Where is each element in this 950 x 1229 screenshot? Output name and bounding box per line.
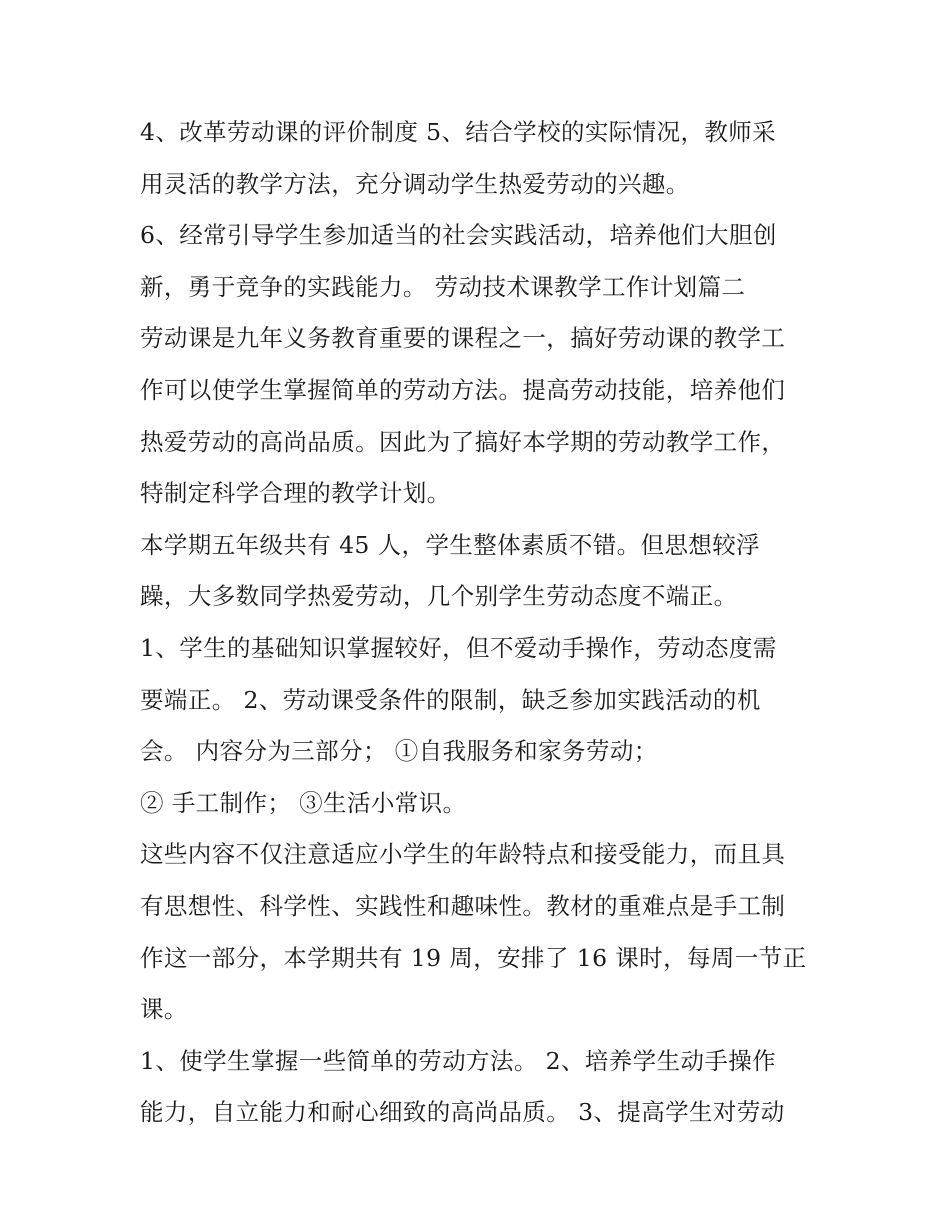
text-line: 热爱劳动的高尚品质。因此为了搞好本学期的劳动教学工作， xyxy=(140,427,786,456)
text-line: 会。 内容分为三部分； ①自我服务和家务劳动； xyxy=(140,737,658,766)
text-line: ② 手工制作； ③生活小常识。 xyxy=(140,788,467,817)
text-line: 能力，自立能力和耐心细致的高尚品质。 3、提高学生对劳动 xyxy=(140,1098,785,1127)
text-line: 1、使学生掌握一些简单的劳动方法。 2、培养学生动手操作 xyxy=(140,1046,777,1075)
text-line: 6、经常引导学生参加适当的社会实践活动，培养他们大胆创 xyxy=(140,221,777,250)
text-line: 这些内容不仅注意适应小学生的年龄特点和接受能力，而且具 xyxy=(140,840,786,869)
text-line: 作可以使学生掌握简单的劳动方法。提高劳动技能，培养他们 xyxy=(140,375,786,404)
document-body xyxy=(140,107,830,1139)
text-line: 要端正。 2、劳动课受条件的限制，缺乏参加实践活动的机 xyxy=(140,685,761,714)
text-line: 劳动课是九年义务教育重要的课程之一，搞好劳动课的教学工 xyxy=(140,324,786,353)
text-line: 新，勇于竞争的实践能力。 劳动技术课教学工作计划篇二 xyxy=(140,272,746,301)
text-line: 4、改革劳动课的评价制度 5、结合学校的实际情况，教师采 xyxy=(140,118,777,146)
text-line: 有思想性、科学性、实践性和趣味性。教材的重难点是手工制 xyxy=(140,891,786,920)
text-line: 躁，大多数同学热爱劳动，几个别学生劳动态度不端正。 xyxy=(140,582,738,611)
text-line: 作这一部分，本学期共有 19 周，安排了 16 课时，每周一节正 xyxy=(140,943,807,972)
text-line: 本学期五年级共有 45 人，学生整体素质不错。但思想较浮 xyxy=(140,530,761,559)
text-line: 1、学生的基础知识掌握较好，但不爱动手操作，劳动态度需 xyxy=(140,633,777,662)
text-line: 特制定科学合理的教学计划。 xyxy=(140,479,451,508)
text-line: 课。 xyxy=(140,995,188,1024)
text-line: 用灵活的教学方法，充分调动学生热爱劳动的兴趣。 xyxy=(140,169,690,198)
